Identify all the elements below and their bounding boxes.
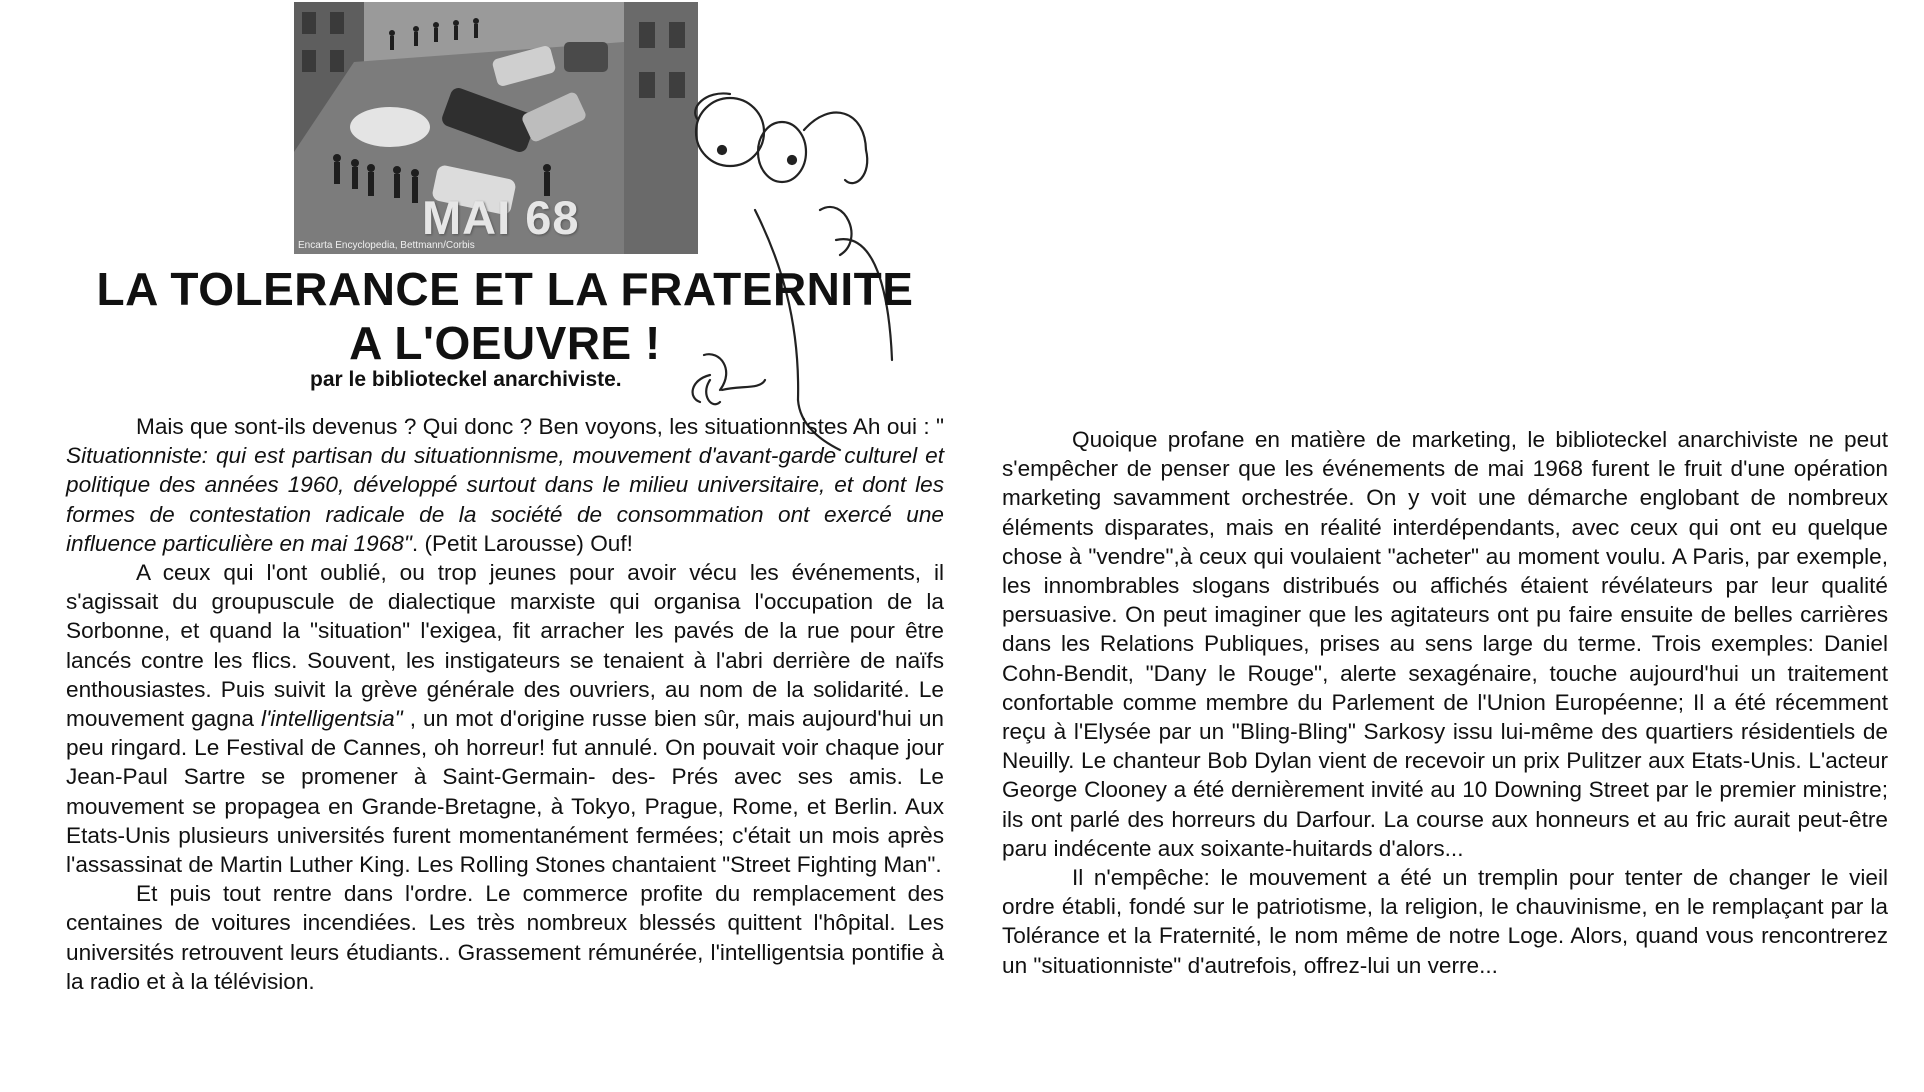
left-paragraph-2-start: A ceux qui l'ont oublié, ou trop jeunes pour avoir vécu les événements, il s'agissait du groupuscule de dialectique marxiste qui organisa l'occupation de la Sorbonne, et quand la "situation" l'exigea, fit arracher les pavés de la rue pour être lancés contre les flics. Souvent, les instigateurs se tenaient à l'abri derrière de naïfs enthousiastes. Puis suivit la grève générale des ouvriers, au nom de la solidarité. Le mouvement gagna [66, 560, 944, 732]
left-paragraph-1-end: . (Petit Larousse) Ouf! [411, 530, 633, 556]
article-byline: par le biblioteckel anarchiviste. [310, 368, 622, 391]
left-column [66, 412, 944, 996]
right-paragraph-1: Quoique profane en matière de marketing, le biblioteckel anarchiviste ne peut s'empêcher de penser que les événements de mai 1968 furent le fruit d'une opération marketing savamment orchestrée. On y voit une démarche englobant de nombreux éléments disparates, mais en réalité interdépendants, avec ceux qui ont eu quelque chose à "vendre",à ceux qui voulaient "acheter" au moment voulu. A Paris, par exemple, les innombrables slogans distribués ou affichés étaient révélateurs par leur qualité persuasive. On peut imaginer que les agitateurs ont pu faire ensuite de belles carrières dans les Relations Publiques, prises au sens large du terme. Trois exemples: Daniel Cohn-Bendit, "Dany le Rouge", alerte sexagénaire, touche aujourd'hui un traitement confortable comme membre du Parlement de l'Union Européenne; Il a été récemment reçu à l'Elysée par un "Bling-Bling" Sarkosy issu lui-même des quartiers résidentiels de Neuilly. Le chanteur Bob Dylan vient de recevoir un prix Pulitzer aux Etats-Unis. L'acteur George Clooney a été dernièrement invité au 10 Downing Street par le premier ministre; ils ont parlé des horreurs du Darfour. La course aux honneurs et au fric aurait peut-être paru indécente aux soixante-huitards d'alors... [1002, 427, 1888, 861]
photo-overlay-label: MAI 68 [422, 191, 580, 244]
photo-credit: Encarta Encyclopedia, Bettmann/Corbis [298, 240, 475, 251]
title-line-1: LA TOLERANCE ET LA FRATERNITE [96, 263, 914, 315]
left-paragraph-3: Et puis tout rentre dans l'ordre. Le commerce profite du remplacement des centaines de voitures incendiées. Les très nombreux blessés quittent l'hôpital. Les universités retrouvent leurs étudiants.. Grassement rémunérée, l'intelligentsia pontifie à la radio et à la télévision. [66, 881, 944, 994]
intelligentsia-italic: l'intelligentsia" [260, 706, 403, 732]
may-68-street-photo [294, 2, 698, 254]
article-title [40, 262, 970, 370]
larousse-definition-quote: Situationniste: qui est partisan du situationnisme, mouvement d'avant-garde culturel et politique des années 1960, développé surtout dans le milieu universitaire, et dont les formes de contestation radicale de la société de consommation ont exercé une influence particulière en mai 1968" [66, 443, 944, 556]
left-paragraph-1 [66, 412, 944, 558]
left-paragraph-1-intro: Mais que sont-ils devenus ? Qui donc ? Ben voyons, les situationnistes Ah oui : " [136, 414, 944, 439]
left-paragraph-2-end: , un mot d'origine russe bien sûr, mais aujourd'hui un peu ringard. Le Festival de Cannes, oh horreur! fut annulé. On pouvait voir chaque jour Jean-Paul Sartre se promener à Saint-Germain- des- Prés avec ses amis. Le mouvement se propagea en Grande-Bretagne, à Tokyo, Prague, Rome, et Berlin. Aux Etats-Unis plusieurs universités furent momentanément fermées; c'était un mois après l'assassinat de Martin Luther King. Les Rolling Stones chantaient "Street Fighting Man". [66, 706, 944, 878]
left-paragraph-2 [66, 558, 944, 879]
right-column [1002, 425, 1888, 980]
right-paragraph-2: Il n'empêche: le mouvement a été un tremplin pour tenter de changer le vieil ordre établi, fondé sur le patriotisme, la religion, le chauvinisme, en le remplaçant par la Tolérance et la Fraternité, le nom même de notre Loge. Alors, quand vous rencontrerez un "situationniste" d'autrefois, offrez-lui un verre... [1002, 865, 1888, 978]
title-line-2: A L'OEUVRE ! [349, 317, 661, 369]
